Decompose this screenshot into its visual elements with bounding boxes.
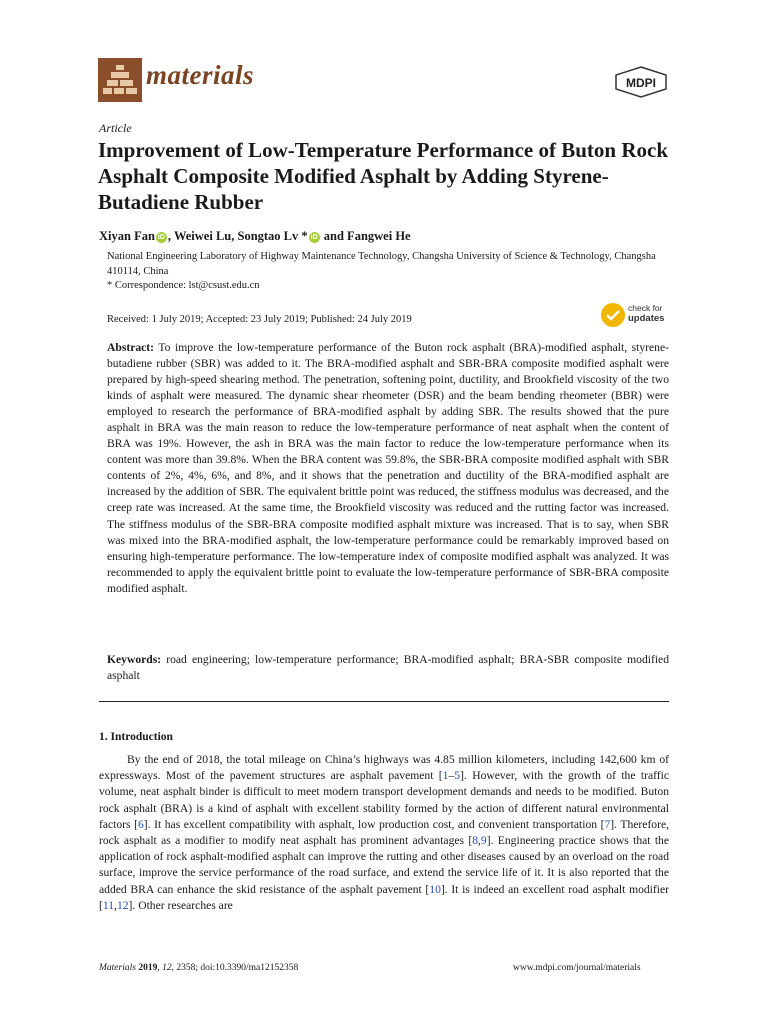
journal-name: materials [146, 60, 255, 90]
author-list [99, 229, 411, 244]
citation-link[interactable]: 9 [480, 834, 487, 848]
check-for-updates-label: check for updates [628, 303, 665, 324]
mdpi-logo [614, 66, 668, 98]
citation-link[interactable]: 6 [137, 817, 144, 831]
publisher-name: MDPI [626, 76, 656, 90]
abstract [107, 340, 669, 597]
citation-link[interactable]: 12 [116, 898, 129, 912]
author-name[interactable]: , Weiwei Lu, Songtao Lv * [167, 229, 308, 243]
publisher-logo[interactable] [614, 66, 668, 98]
article-type: Article [99, 121, 132, 135]
orcid-icon[interactable]: iD [157, 234, 165, 241]
orcid-icon[interactable]: iD [310, 234, 318, 241]
keywords [107, 652, 669, 684]
abstract-label: Abstract: [107, 341, 155, 354]
citation-link[interactable]: 1 [442, 769, 449, 783]
journal-logo[interactable] [98, 56, 278, 102]
paper-title: Improvement of Low-Temperature Performance of Buton Rock Asphalt Composite Modified Asphalt by Adding Styrene-Butadiene Rubber [98, 138, 669, 214]
check-for-updates-badge[interactable] [601, 302, 671, 330]
publication-dates: Received: 1 July 2019; Accepted: 23 July 2019; Published: 24 July 2019 [107, 314, 412, 325]
footer-citation: Materials 2019, 12, 2358; doi:10.3390/ma12152358 [99, 963, 299, 973]
citation-link[interactable]: 10 [429, 882, 441, 896]
author-name[interactable]: and Fangwei He [320, 229, 411, 243]
author-name[interactable]: Xiyan Fan [99, 229, 155, 243]
divider [99, 701, 669, 702]
check-for-updates-icon [601, 303, 625, 327]
footer-journal-url[interactable]: www.mdpi.com/journal/materials [513, 963, 641, 973]
keywords-label: Keywords: [107, 653, 162, 666]
affiliation-block [107, 250, 667, 294]
abstract-text: To improve the low-temperature performance of the Buton rock asphalt (BRA)-modified asphalt, styrene-butadiene rubber (SBR) was added to it. The BRA-modified asphalt and SBR-BRA composite modified asphalt were prepared by high-speed shearing method. The penetration, softening point, ductility, and Brookfield viscosity of the two kinds of asphalt were measured. The dynamic shear rheometer (DSR) and the beam bending rheometer (BBR) were employed to research the performance of BRA-modified asphalt by adding SBR. The results showed that the pure asphalt in BRA was the main reason to reduce the low-temperature performance of neat asphalt when the content of BRA was 19%. However, the ash in BRA was the main factor to reduce the low-temperature performance when its content was more than 39.8%. When the BRA content was 59.8%, the SBR-BRA composite modified asphalt with SBR contents of 2%, 4%, 6%, and 8%, and it shows that the penetration and ductility of the BRA-modified asphalt are increased by the addition of SBR. The equivalent brittle point was reduced, the stiffness modulus was decreased, and the creep rate was increased. At the same time, the Brookfield viscosity was reduced and the rutting factor was increased. The stiffness modulus of the SBR-BRA composite modified asphalt mixture was increased. That is to say, when SBR was mixed into the BRA-modified asphalt, the low-temperature performance could be remarkably improved based on ensuring high-temperature performance. The low-temperature index of composite modified asphalt was analyzed. It was recommended to apply the equivalent brittle point to evaluate the low-temperature performance of SBR-BRA composite modified asphalt. [107, 341, 669, 595]
citation-link[interactable]: 5 [454, 769, 461, 783]
journal-logo-icon [98, 58, 142, 102]
introduction-paragraph: By the end of 2018, the total mileage on China’s highways was 4.85 million kilometers, including 142,600 km of expressways. Most of the pavement structures are asphalt pavement [1–5]. However, with the growth of the traffic volume, neat asphalt binder is difficult to meet modern transport development demands and needs to be modified. Buton rock asphalt (BRA) is a kind of asphalt with excellent stability formed by the action of different natural environmental factors [6]. It has excellent compatibility with asphalt, low production cost, and convenient transportation [7]. Therefore, rock asphalt as a modifier to modify neat asphalt has prominent advantages [8,9]. Engineering practice shows that the application of rock asphalt-modified asphalt can improve the rutting and other diseases caused by an overload on the road surface, improve the service performance of the road surface, and extend the service life of it. It is also reported that the added BRA can enhance the skid resistance of the asphalt pavement [10]. It is indeed an excellent road asphalt modifier [11,12]. Other researches are [99, 753, 670, 912]
correspondence[interactable]: * Correspondence: lst@csust.edu.cn [107, 280, 260, 291]
keywords-text: road engineering; low-temperature performance; BRA-modified asphalt; BRA-SBR composite modified asphalt [107, 653, 669, 682]
citation-link[interactable]: 11 [102, 898, 115, 912]
section-heading: 1. Introduction [99, 731, 173, 743]
affiliation: National Engineering Laboratory of Highway Maintenance Technology, Changsha University of Science & Technology, Changsha 410114, China [107, 251, 656, 277]
citation-link[interactable]: 7 [604, 817, 611, 831]
citation-link[interactable]: 8 [472, 834, 479, 848]
